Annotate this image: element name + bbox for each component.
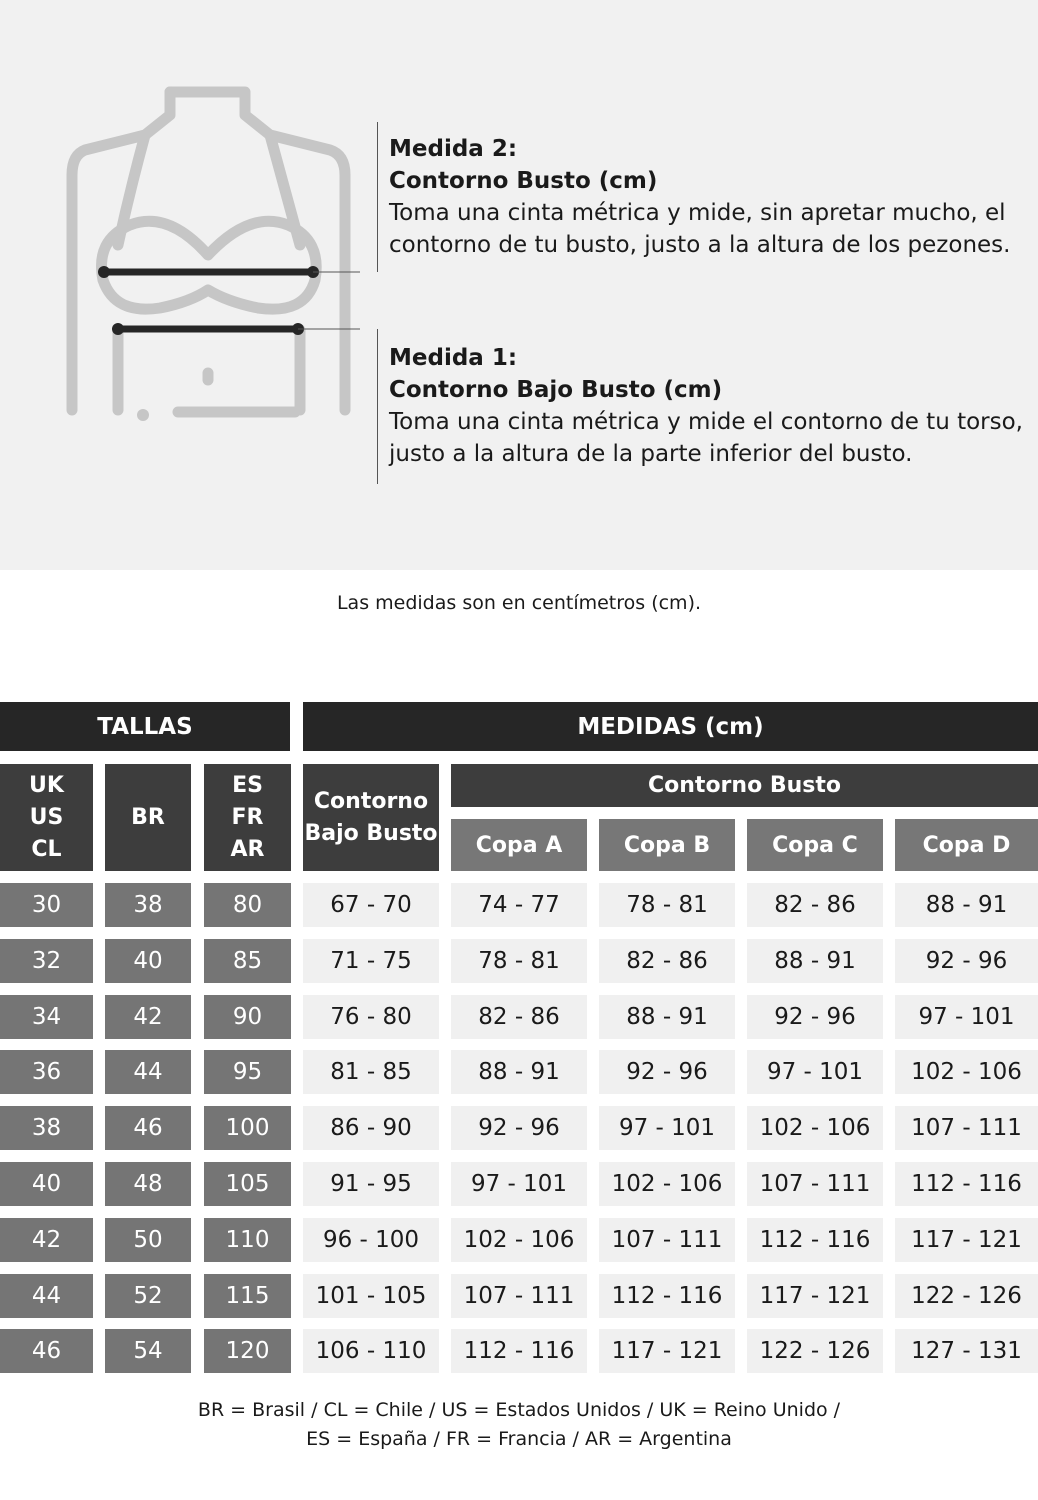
size-cell-text: 50 (133, 1227, 163, 1253)
measure-cell (599, 1162, 735, 1206)
medida-1-subtitle: Contorno Bajo Busto (cm) (389, 377, 723, 403)
size-cell (204, 883, 291, 927)
measure-cell (895, 939, 1038, 983)
measure-cell-text: 96 - 100 (322, 1227, 420, 1253)
measure-cell (895, 1329, 1038, 1373)
col-uk-us-cl-text: UK (29, 772, 64, 798)
measure-cell-text: 101 - 105 (315, 1283, 427, 1309)
measure-cell-text: 74 - 77 (478, 892, 560, 918)
legend (0, 1396, 1038, 1454)
size-cell-text: 46 (133, 1115, 163, 1141)
size-cell-text: 40 (133, 948, 163, 974)
tallas-header (0, 702, 290, 751)
measure-cell (303, 1329, 439, 1373)
size-cell-text: 115 (225, 1283, 270, 1309)
size-cell-text: 42 (133, 1004, 163, 1030)
measure-cell (451, 1274, 587, 1318)
measure-cell-text: 97 - 101 (766, 1059, 864, 1085)
col-es-fr-ar-text: AR (230, 836, 265, 862)
measure-cell (895, 1050, 1038, 1094)
measure-cell-text: 78 - 81 (626, 892, 708, 918)
measure-cell (303, 1162, 439, 1206)
size-cell-text: 46 (31, 1338, 62, 1364)
medida-1-desc-1: Toma una cinta métrica y mide el contorno de tu torso, (389, 409, 1023, 435)
size-cell-text: 80 (232, 892, 263, 918)
measure-cell (747, 883, 883, 927)
col-contorno-bajo-busto (303, 764, 439, 871)
tallas-header-text: TALLAS (97, 713, 193, 740)
size-cell-text: 95 (232, 1059, 263, 1085)
col-br (105, 764, 191, 871)
size-cell-text: 44 (31, 1283, 62, 1309)
measure-cell-text: 117 - 121 (611, 1338, 723, 1364)
size-cell (0, 1106, 93, 1150)
measure-cell-text: 92 - 96 (626, 1059, 708, 1085)
size-cell-text: 32 (31, 948, 62, 974)
measure-cell (895, 1162, 1038, 1206)
size-cell-text: 44 (133, 1059, 163, 1085)
medidas-header (303, 702, 1038, 751)
measure-cell-text: 76 - 80 (330, 1004, 412, 1030)
size-cell (0, 1218, 93, 1262)
medida-2-desc-2: contorno de tu busto, justo a la altura de los pezones. (389, 232, 1011, 258)
medida-1-desc-2: justo a la altura de la parte inferior del busto. (389, 441, 913, 467)
measure-cell (303, 1274, 439, 1318)
size-cell-text: 100 (225, 1115, 270, 1141)
legend-line-1: BR = Brasil / CL = Chile / US = Estados Unidos / UK = Reino Unido / (197, 1399, 841, 1421)
measure-cell-text: 71 - 75 (330, 948, 412, 974)
size-cell (0, 1162, 93, 1206)
measure-cell (895, 1274, 1038, 1318)
measure-cell-text: 112 - 116 (759, 1227, 871, 1253)
measure-cell-text: 102 - 106 (911, 1059, 1022, 1085)
measure-cell (303, 995, 439, 1039)
legend-line-2: ES = España / FR = Francia / AR = Argentina (306, 1428, 732, 1450)
measure-cell (747, 939, 883, 983)
measure-cell (599, 995, 735, 1039)
measure-cell-text: 92 - 96 (925, 948, 1008, 974)
measure-cell-text: 102 - 106 (463, 1227, 575, 1253)
measure-cell (599, 1218, 735, 1262)
measure-cell-text: 107 - 111 (911, 1115, 1022, 1141)
measure-cell-text: 112 - 116 (611, 1283, 723, 1309)
size-cell-text: 42 (31, 1227, 62, 1253)
measure-cell-text: 127 - 131 (911, 1338, 1022, 1364)
size-cell (0, 1329, 93, 1373)
size-cell (204, 995, 291, 1039)
size-cell (105, 995, 191, 1039)
size-cell (204, 1050, 291, 1094)
size-cell (0, 1050, 93, 1094)
measure-cell-text: 97 - 101 (470, 1171, 568, 1197)
size-cell-text: 120 (225, 1338, 270, 1364)
measure-cell (599, 939, 735, 983)
measure-cell (451, 939, 587, 983)
col-uk-us-cl (0, 764, 93, 871)
size-cell-text: 38 (31, 1115, 62, 1141)
col-es-fr-ar-text: ES (232, 772, 263, 798)
torso-illustration (60, 80, 360, 440)
measure-cell-text: 107 - 111 (611, 1227, 723, 1253)
measure-cell (747, 1218, 883, 1262)
size-cell-text: 40 (31, 1171, 62, 1197)
measure-cell-text: 67 - 70 (330, 892, 412, 918)
measure-cell (451, 1329, 587, 1373)
medida-1-title: Medida 1: (389, 345, 518, 371)
col-copa-c (747, 819, 883, 871)
col-br-text: BR (131, 804, 165, 830)
medida-2-subtitle: Contorno Busto (cm) (389, 168, 658, 194)
measure-cell (747, 1162, 883, 1206)
size-cell-text: 105 (225, 1171, 270, 1197)
measure-cell-text: 88 - 91 (478, 1059, 560, 1085)
size-cell-text: 30 (31, 892, 62, 918)
size-cell (105, 1106, 191, 1150)
col-copa-b (599, 819, 735, 871)
size-cell (0, 883, 93, 927)
measure-cell-text: 92 - 96 (774, 1004, 856, 1030)
size-cell (0, 939, 93, 983)
measure-cell (895, 1218, 1038, 1262)
col-es-fr-ar-text: FR (231, 804, 264, 830)
measure-cell (303, 939, 439, 983)
size-cell (204, 1329, 291, 1373)
size-cell-text: 36 (31, 1059, 62, 1085)
measure-cell (747, 1050, 883, 1094)
size-cell (204, 1162, 291, 1206)
measure-cell (451, 995, 587, 1039)
medida-2-desc-1: Toma una cinta métrica y mide, sin apretar mucho, el (389, 200, 1006, 226)
measure-cell (895, 1106, 1038, 1150)
measure-cell-text: 88 - 91 (774, 948, 856, 974)
measure-cell-text: 82 - 86 (626, 948, 708, 974)
measure-cell (747, 1106, 883, 1150)
contorno-busto-header-text: Contorno Busto (648, 772, 841, 798)
size-cell-text: 34 (31, 1004, 62, 1030)
measure-cell (303, 1106, 439, 1150)
measure-cell (747, 1274, 883, 1318)
measure-cell (599, 1274, 735, 1318)
measure-cell-text: 117 - 121 (911, 1227, 1022, 1253)
measure-cell-text: 88 - 91 (626, 1004, 708, 1030)
callout-line-medida-1 (377, 329, 378, 484)
size-cell-text: 38 (133, 892, 163, 918)
measure-cell-text: 81 - 85 (330, 1059, 412, 1085)
measure-cell-text: 106 - 110 (315, 1338, 427, 1364)
measure-cell-text: 82 - 86 (478, 1004, 560, 1030)
measure-cell-text: 78 - 81 (478, 948, 560, 974)
medida-2-callout (389, 133, 1010, 261)
measure-cell (451, 883, 587, 927)
col-uk-us-cl-text: US (29, 804, 64, 830)
medidas-header-text: MEDIDAS (cm) (577, 713, 764, 740)
size-cell (105, 883, 191, 927)
col-copa-b-text: Copa B (623, 832, 711, 858)
measure-cell-text: 107 - 111 (463, 1283, 575, 1309)
measure-cell (895, 995, 1038, 1039)
units-note: Las medidas son en centímetros (cm). (336, 592, 702, 614)
size-cell-text: 85 (232, 948, 263, 974)
contorno-busto-header (451, 764, 1038, 807)
measure-cell-text: 102 - 106 (759, 1115, 871, 1141)
measure-cell-text: 91 - 95 (330, 1171, 412, 1197)
measurement-guide-panel (0, 0, 1038, 570)
measure-cell (747, 1329, 883, 1373)
measure-cell-text: 88 - 91 (925, 892, 1008, 918)
measure-cell (599, 1106, 735, 1150)
measure-cell-text: 82 - 86 (774, 892, 856, 918)
col-es-fr-ar (204, 764, 291, 871)
callout-line-medida-2 (377, 122, 378, 272)
measure-cell-text: 92 - 96 (478, 1115, 560, 1141)
measure-cell (451, 1050, 587, 1094)
size-cell (204, 1274, 291, 1318)
col-contorno-bajo-busto-text: Bajo Busto (304, 820, 438, 846)
measure-cell (303, 1050, 439, 1094)
measure-cell (451, 1106, 587, 1150)
size-cell-text: 52 (133, 1283, 163, 1309)
measure-cell (895, 883, 1038, 927)
size-cell (105, 1162, 191, 1206)
col-uk-us-cl-text: CL (31, 836, 62, 862)
col-copa-a (451, 819, 587, 871)
measure-cell-text: 122 - 126 (759, 1338, 871, 1364)
col-copa-d (895, 819, 1038, 871)
size-cell (105, 939, 191, 983)
measure-cell-text: 102 - 106 (611, 1171, 723, 1197)
measure-cell (303, 1218, 439, 1262)
measure-cell (599, 1329, 735, 1373)
measure-cell-text: 97 - 101 (618, 1115, 716, 1141)
size-cell (105, 1218, 191, 1262)
col-copa-a-text: Copa A (475, 832, 563, 858)
size-cell (204, 1106, 291, 1150)
size-cell (105, 1050, 191, 1094)
size-cell (0, 995, 93, 1039)
measure-cell-text: 112 - 116 (463, 1338, 575, 1364)
col-contorno-bajo-busto-text: Contorno (313, 788, 429, 814)
measure-cell (451, 1218, 587, 1262)
measure-cell (747, 995, 883, 1039)
size-cell (0, 1274, 93, 1318)
measure-cell (599, 1050, 735, 1094)
measure-cell-text: 117 - 121 (759, 1283, 871, 1309)
col-copa-c-text: Copa C (772, 832, 858, 858)
size-cell-text: 110 (225, 1227, 270, 1253)
measure-cell (599, 883, 735, 927)
size-cell-text: 54 (133, 1338, 163, 1364)
measure-cell-text: 86 - 90 (330, 1115, 412, 1141)
measure-cell (451, 1162, 587, 1206)
size-cell (105, 1274, 191, 1318)
measure-cell-text: 112 - 116 (911, 1171, 1022, 1197)
measure-cell-text: 122 - 126 (911, 1283, 1022, 1309)
size-cell (105, 1329, 191, 1373)
measure-cell-text: 107 - 111 (759, 1171, 871, 1197)
medida-1-callout (389, 342, 1023, 470)
size-cell-text: 90 (232, 1004, 263, 1030)
measure-cell-text: 97 - 101 (918, 1004, 1015, 1030)
size-cell (204, 939, 291, 983)
size-cell-text: 48 (133, 1171, 163, 1197)
measure-cell (303, 883, 439, 927)
size-cell (204, 1218, 291, 1262)
medida-2-title: Medida 2: (389, 136, 518, 162)
col-copa-d-text: Copa D (922, 832, 1011, 858)
